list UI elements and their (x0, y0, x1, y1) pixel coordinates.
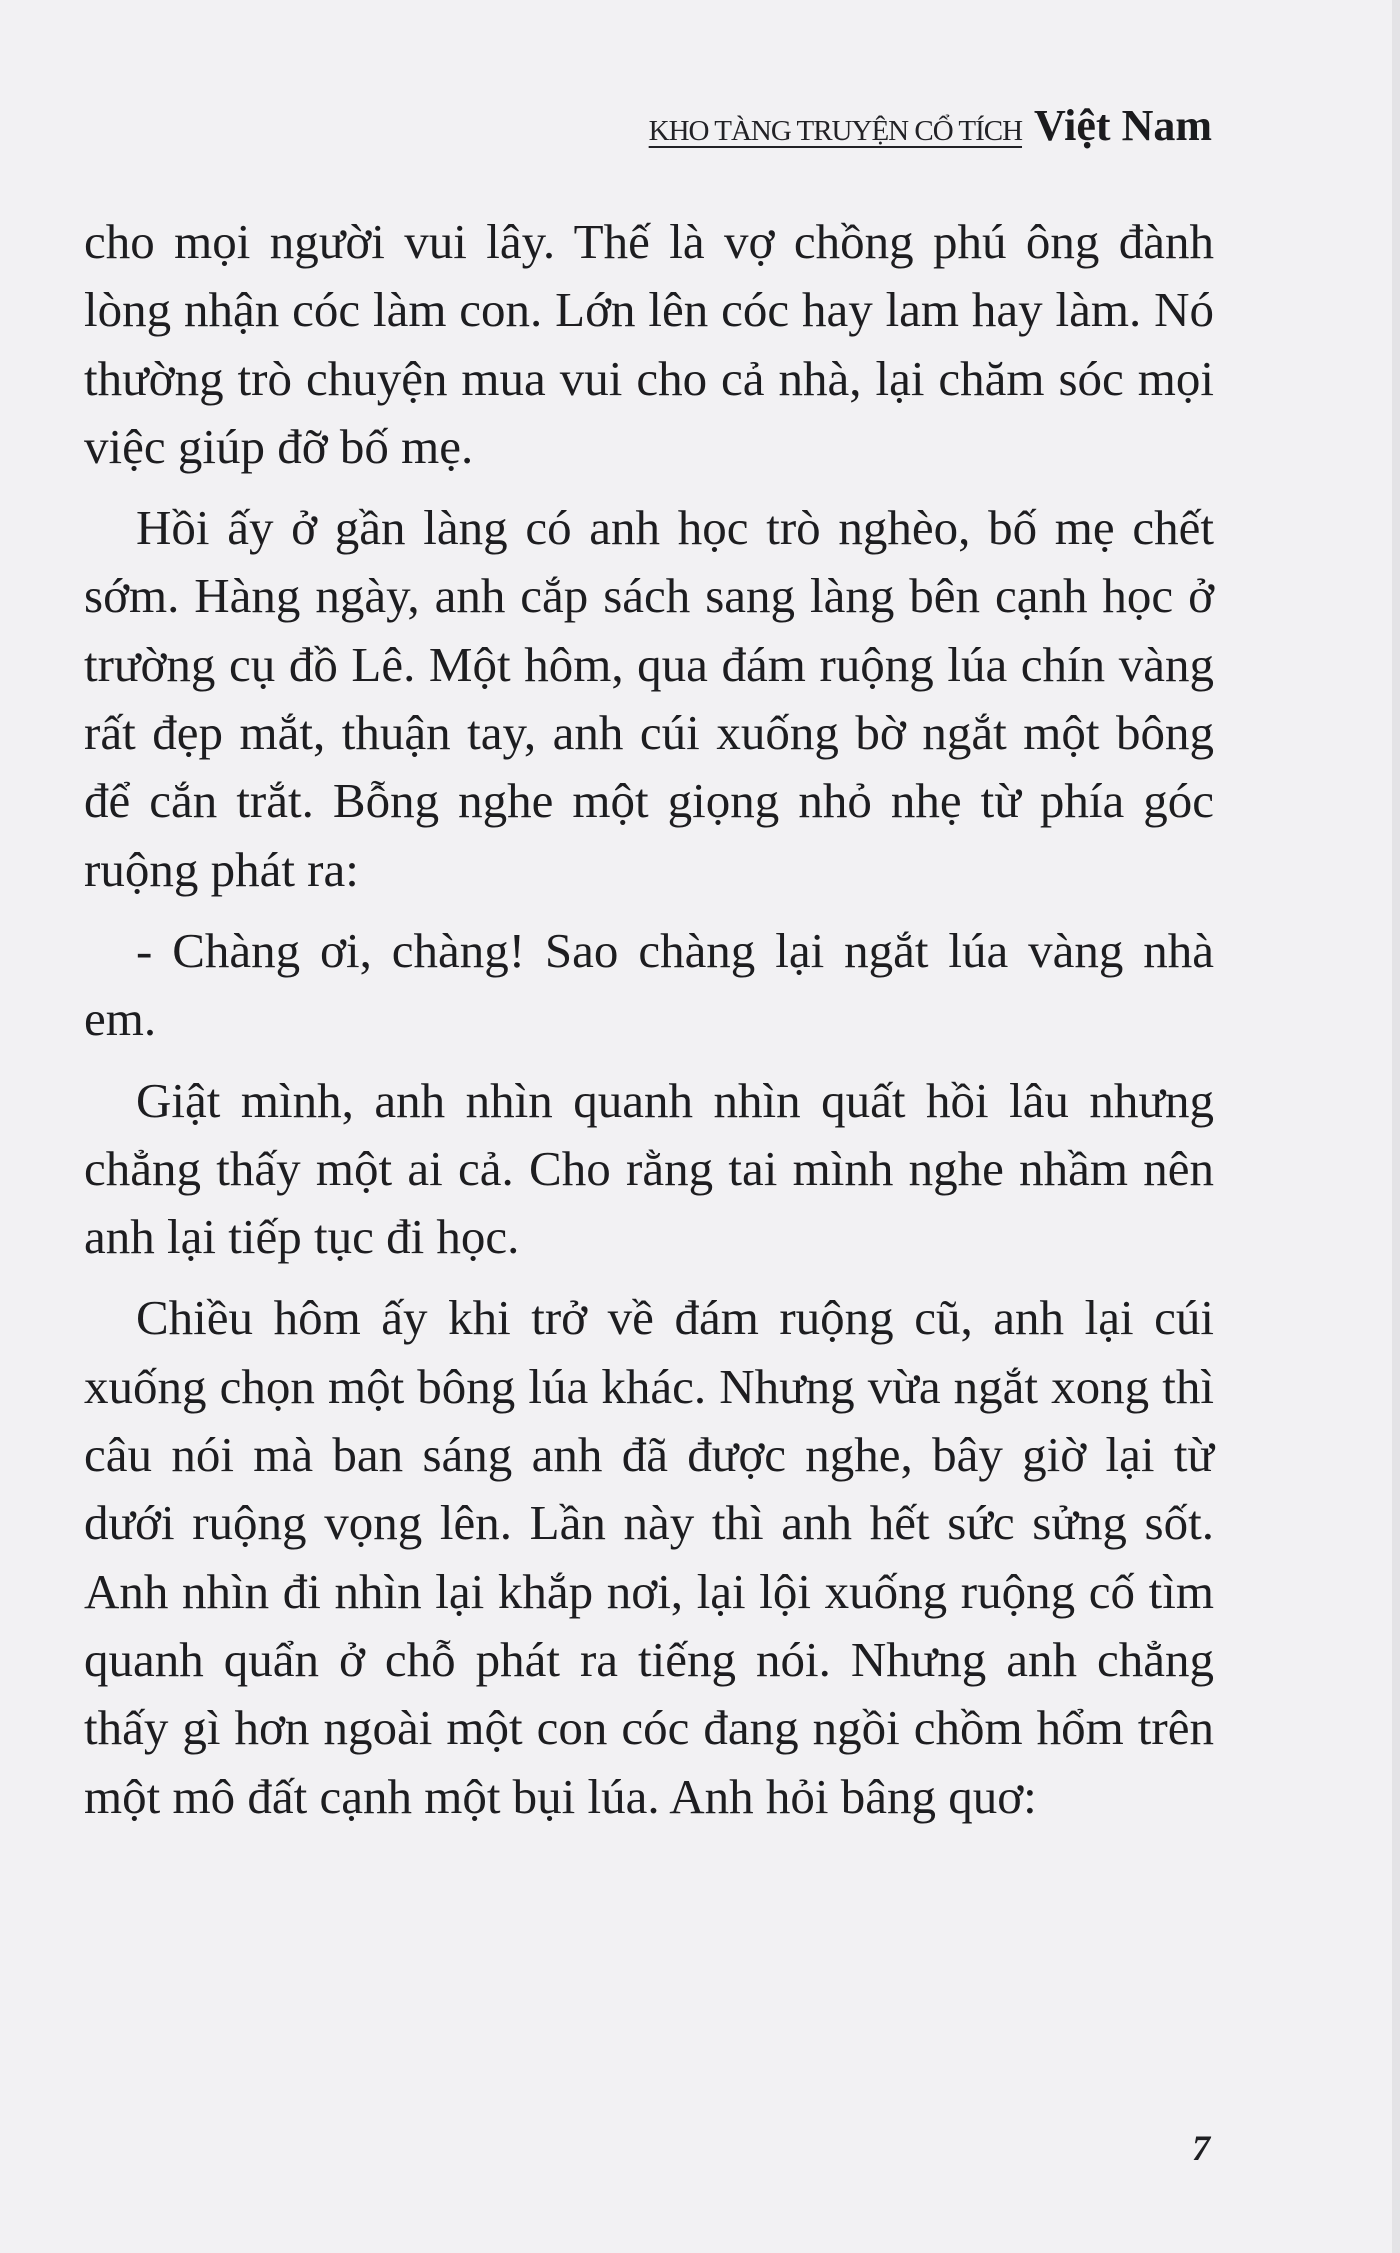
paragraph: Giật mình, anh nhìn quanh nhìn quất hồi lâu nhưng chẳng thấy một ai cả. Cho rằng tai mình nghe nhầm nên anh lại tiếp tục đi học. (84, 1072, 1214, 1265)
paragraph: cho mọi người vui lây. Thế là vợ chồng phú ông đành lòng nhận cóc làm con. Lớn lên cóc hay lam hay làm. Nó thường trò chuyện mua vui cho cả nhà, lại chăm sóc mọi việc giúp đỡ bố mẹ. (84, 214, 1214, 474)
page-number: 7 (1192, 2128, 1210, 2168)
series-title-emphasis: Việt Nam (1034, 101, 1212, 150)
page-edge (1392, 0, 1400, 2253)
body-text (84, 208, 1214, 1844)
dialogue-paragraph: - Chàng ơi, chàng! Sao chàng lại ngắt lúa vàng nhà em. (84, 922, 1214, 1047)
series-title: KHO TÀNG TRUYỆN CỔ TÍCH (648, 115, 1023, 147)
paragraph: Hồi ấy ở gần làng có anh học trò nghèo, bố mẹ chết sớm. Hàng ngày, anh cắp sách sang làng bên cạnh học ở trường cụ đồ Lê. Một hôm, qua đám ruộng lúa chín vàng rất đẹp mắt, thuận tay, anh cúi xuống bờ ngắt một bông để cắn trắt. Bỗng nghe một giọng nhỏ nhẹ từ phía góc ruộng phát ra: (84, 500, 1214, 897)
running-header (649, 100, 1212, 151)
paragraph: Chiều hôm ấy khi trở về đám ruộng cũ, anh lại cúi xuống chọn một bông lúa khác. Nhưng vừa ngắt xong thì câu nói mà ban sáng anh đã được nghe, bây giờ lại từ dưới ruộng vọng lên. Lần này thì anh hết sức sửng sốt. Anh nhìn đi nhìn lại khắp nơi, lại lội xuống ruộng cố tìm quanh quẩn ở chỗ phát ra tiếng nói. Nhưng anh chẳng thấy gì hơn ngoài một con cóc đang ngồi chồm hổm trên một mô đất cạnh một bụi lúa. Anh hỏi bâng quơ: (84, 1290, 1214, 1824)
